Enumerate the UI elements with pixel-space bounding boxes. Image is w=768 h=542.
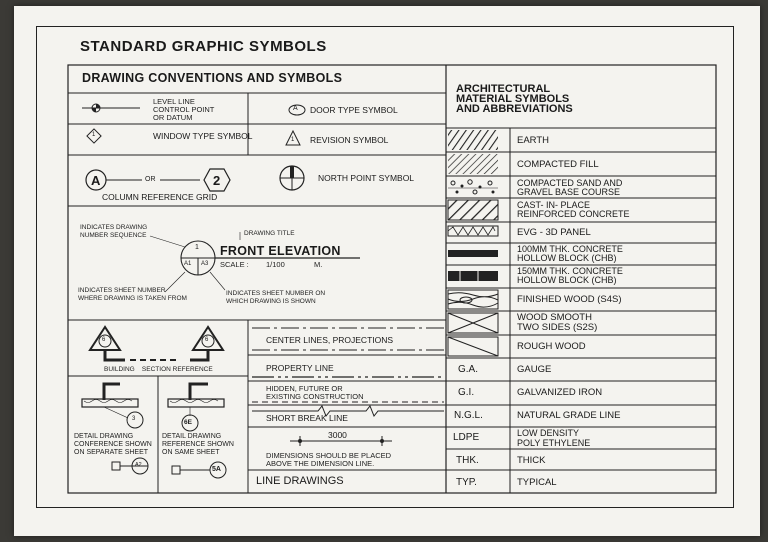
sand-gravel-swatch — [448, 178, 498, 196]
window-type-label: WINDOW TYPE SYMBOL — [153, 131, 253, 141]
material-label-earth: EARTH — [517, 135, 550, 146]
bubble-top: 1 — [195, 244, 199, 251]
material-label-compacted-fill: COMPACTED FILL — [517, 159, 599, 170]
level-line-label: LEVEL LINE CONTROL POINT OR DATUM — [153, 97, 215, 122]
material-label-concrete: CAST- IN- PLACE REINFORCED CONCRETE — [517, 200, 630, 219]
section-reference-symbols — [90, 327, 223, 360]
scale-unit: M. — [314, 260, 323, 269]
conventions-title: DRAWING CONVENTIONS AND SYMBOLS — [82, 71, 343, 85]
dimension-value: 3000 — [328, 430, 347, 440]
abbr-thk: THK. — [456, 455, 479, 466]
rough-wood-swatch — [448, 337, 498, 356]
hidden-line-label: HIDDEN, FUTURE OR EXISTING CONSTRUCTION — [266, 384, 364, 401]
detail-same-bubble: 6E — [184, 419, 192, 426]
material-label-sand-gravel: COMPACTED SAND AND GRAVEL BASE COURSE — [517, 178, 623, 197]
detail-separate-bubble: 3 — [132, 416, 136, 422]
abbr-gi-meaning: GALVANIZED IRON — [517, 387, 603, 398]
property-line-label: PROPERTY LINE — [266, 363, 334, 373]
section-reference-label: BUILDING SECTION REFERENCE — [104, 366, 213, 373]
door-type-letter: A — [293, 105, 298, 112]
abbr-ngl-meaning: NATURAL GRADE LINE — [517, 410, 621, 421]
door-type-label: DOOR TYPE SYMBOL — [310, 105, 398, 115]
material-label-finished-wood: FINISHED WOOD (S4S) — [517, 294, 622, 305]
abbr-ldpe: LDPE — [453, 432, 480, 443]
wood-s2s-swatch — [448, 313, 498, 333]
scale-label: SCALE : — [220, 260, 249, 269]
revision-number: 1 — [291, 137, 295, 143]
material-label-evg: EVG - 3D PANEL — [517, 227, 591, 238]
drawing-number-note: INDICATES DRAWING NUMBER SEQUENCE — [80, 224, 148, 239]
abbr-thk-meaning: THICK — [517, 455, 546, 466]
taken-from-note: INDICATES SHEET NUMBER WHERE DRAWING IS TAKEN FROM — [78, 287, 187, 302]
finished-wood-swatch — [448, 290, 498, 309]
north-point-label: NORTH POINT SYMBOL — [318, 173, 415, 183]
material-label-chb-100: 100MM THK. CONCRETE HOLLOW BLOCK (CHB) — [517, 244, 623, 263]
bubble-left: A1 — [184, 261, 192, 267]
section-right-bubble: 6 — [205, 337, 209, 343]
revision-label: REVISION SYMBOL — [310, 135, 389, 145]
drawing-title: FRONT ELEVATION — [220, 244, 341, 258]
abbr-ga-meaning: GAUGE — [517, 364, 552, 375]
scale-value: 1/100 — [266, 260, 285, 269]
bubble-right: A3 — [201, 261, 209, 267]
drawing-title-note: DRAWING TITLE — [244, 230, 295, 237]
line-drawings-label: LINE DRAWINGS — [256, 475, 344, 487]
detail-same-label: DETAIL DRAWING REFERENCE SHOWN ON SAME SHEET — [162, 433, 234, 456]
short-break-label: SHORT BREAK LINE — [266, 413, 348, 423]
material-label-wood-s2s: WOOD SMOOTH TWO SIDES (S2S) — [517, 312, 598, 333]
shown-on-note: INDICATES SHEET NUMBER ON WHICH DRAWING IS SHOWN — [226, 290, 326, 305]
abbr-ga: G.A. — [458, 364, 479, 375]
grid-letter: A — [91, 173, 101, 188]
detail-separate-symbol — [82, 384, 148, 474]
detail-separate-sheet: A2 — [135, 462, 142, 468]
abbr-ngl: N.G.L. — [454, 410, 483, 421]
center-lines-label: CENTER LINES, PROJECTIONS — [266, 335, 394, 345]
detail-same-symbol — [168, 384, 226, 478]
grid-or: OR — [145, 176, 156, 183]
material-label-chb-150: 150MM THK. CONCRETE HOLLOW BLOCK (CHB) — [517, 266, 623, 285]
evg-panel-swatch — [448, 226, 498, 236]
grid-label: COLUMN REFERENCE GRID — [102, 192, 218, 202]
materials-title: ARCHITECTURAL MATERIAL SYMBOLS AND ABBREVIATIONS — [456, 83, 573, 115]
dimension-note: DIMENSIONS SHOULD BE PLACED ABOVE THE DIMENSION LINE. — [266, 451, 392, 468]
abbr-typ-meaning: TYPICAL — [517, 477, 557, 488]
detail-same-tag: 5A — [212, 466, 221, 473]
grid-number: 2 — [213, 173, 221, 188]
section-left-bubble: 6 — [102, 337, 106, 343]
abbr-typ: TYP. — [456, 477, 477, 488]
abbr-ldpe-meaning: LOW DENSITY POLY ETHYLENE — [517, 428, 591, 448]
page-title: STANDARD GRAPHIC SYMBOLS — [80, 38, 327, 55]
abbr-gi: G.I. — [458, 387, 475, 398]
window-type-number: 1 — [92, 132, 96, 138]
material-label-rough-wood: ROUGH WOOD — [517, 341, 586, 352]
detail-separate-label: DETAIL DRAWING CONFERENCE SHOWN ON SEPARATE SHEET — [74, 433, 152, 456]
